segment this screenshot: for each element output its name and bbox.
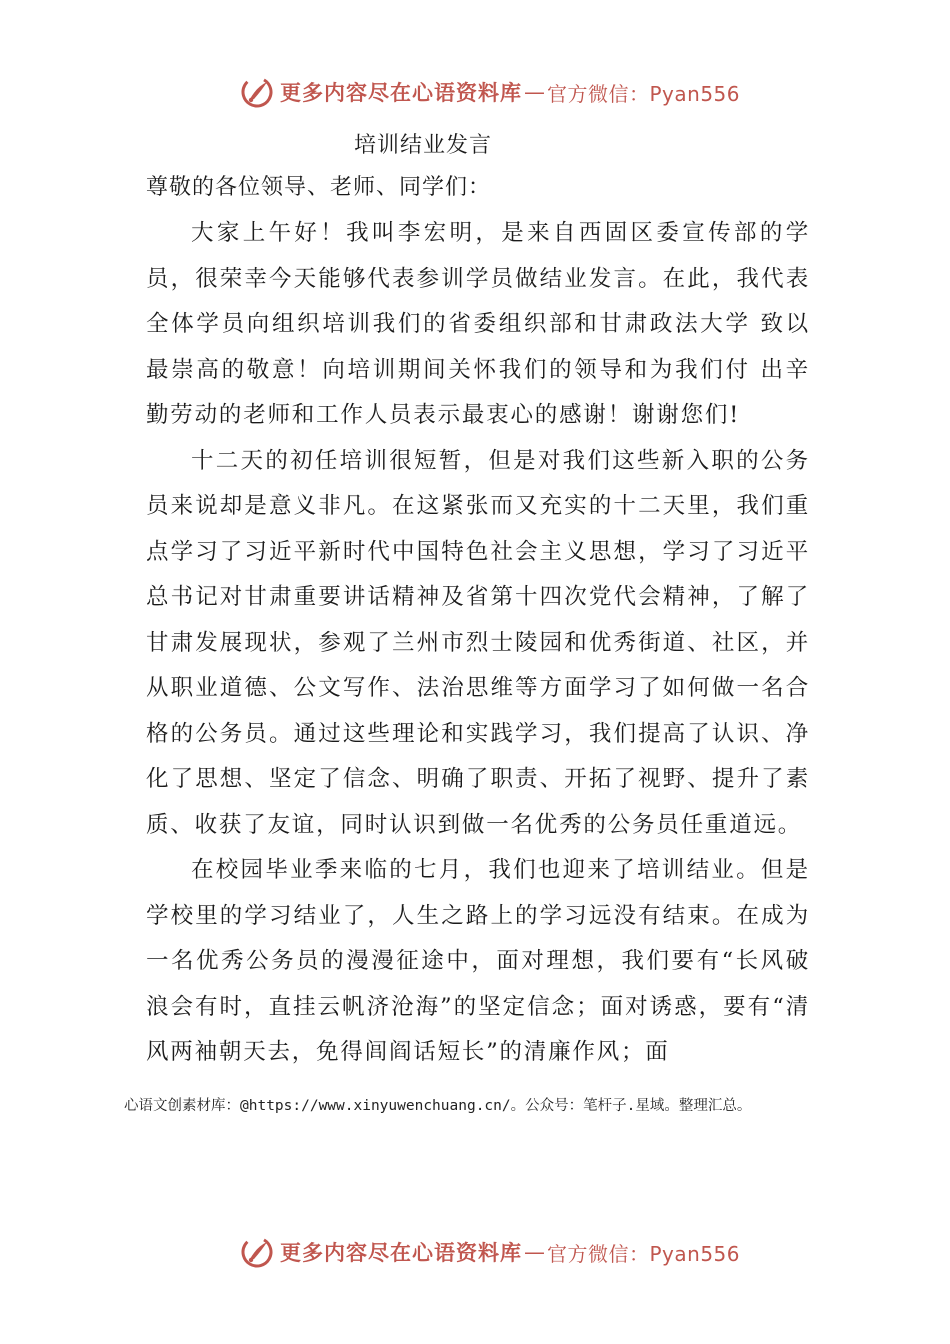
watermark-contact: 官方微信：Pyan556 bbox=[547, 81, 741, 106]
watermark-slogan: 更多内容尽在心语资料库 bbox=[280, 1241, 522, 1265]
paragraph: 大家上午好！我叫李宏明，是来自西固区委宣传部的学员，很荣幸今天能够代表参训学员做结业发言。在此，我代表全体学员向组织培训我们的省委组织部和甘肃政法大学 致以最崇高的敬意！向培训期间关怀我们的领导和为我们付 出辛勤劳动的老师和工作人员表示最衷心的感谢！谢谢您们! bbox=[146, 220, 810, 428]
document-title: 培训结业发言 bbox=[353, 133, 492, 158]
ink-brush-circle-icon bbox=[240, 1235, 274, 1269]
watermark-separator: — bbox=[524, 80, 545, 104]
footer-watermark bbox=[240, 1232, 740, 1272]
ink-brush-circle-icon bbox=[240, 75, 274, 109]
paragraph: 十二天的初任培训很短暂，但是对我们这些新入职的公务员来说却是意义非凡。在这紧张而又充实的十二天里，我们重点学习了习近平新时代中国特色社会主义思想，学习了习近平总书记对甘肃重要讲话精神及省第十四次党代会精神，了解了甘肃发展现状，参观了兰州市烈士陵园和优秀街道、社区，并从职业道德、公文写作、法治思维等方面学习了如何做一名合格的公务员。通过这些理论和实践学习，我们提高了认识、净化了思想、坚定了信念、明确了职责、开拓了视野、提升了素质、收获了友谊，同时认识到做一名优秀的公务员任重道远。 bbox=[146, 447, 810, 838]
salutation: 尊敬的各位领导、老师、同学们： bbox=[146, 175, 492, 200]
watermark-slogan: 更多内容尽在心语资料库 bbox=[280, 81, 522, 105]
header-watermark bbox=[240, 72, 740, 112]
watermark-contact: 官方微信：Pyan556 bbox=[547, 1241, 741, 1266]
watermark-separator: — bbox=[524, 1240, 545, 1264]
paragraph: 在校园毕业季来临的七月，我们也迎来了培训结业。但是学校里的学习结业了，人生之路上的学习远没有结束。在成为一名优秀公务员的漫漫征途中，面对理想，我们要有“长风破浪会有时，直挂云帆济沧海”的坚定信念；面对诱惑，要有“清风两袖朝天去，免得闾阎话短长”的清廉作风；面 bbox=[146, 857, 810, 1065]
source-footnote: 心语文创素材库：@https://www.xinyuwenchuang.cn/。公众号：笔杆子.星域。整理汇总。 bbox=[124, 1098, 752, 1114]
document-body bbox=[146, 211, 810, 1076]
